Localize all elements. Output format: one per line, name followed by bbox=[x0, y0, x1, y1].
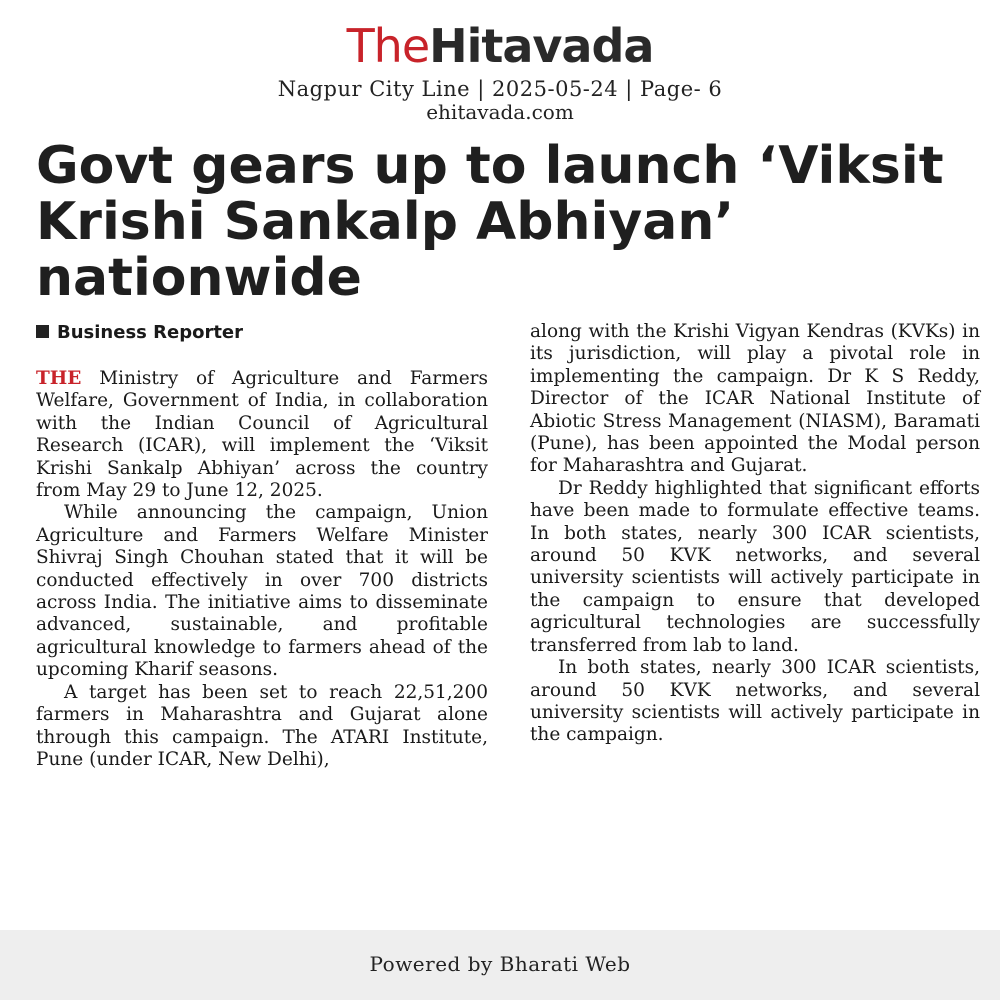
article-headline: Govt gears up to launch ‘Viksit Krishi Sankalp Abhiyan’ nationwide bbox=[36, 136, 944, 308]
masthead-the: The bbox=[346, 19, 430, 73]
article-column-right bbox=[530, 321, 980, 747]
masthead-name: Hitavada bbox=[429, 19, 654, 73]
kicker: THE bbox=[36, 368, 82, 389]
footer-bar bbox=[0, 930, 1000, 1000]
article-paragraph: A target has been set to reach 22,51,200 farmers in Maharashtra and Gujarat alone through this campaign. The ATARI Institute, Pune (under ICAR, New Delhi), bbox=[36, 681, 488, 770]
article-paragraph bbox=[36, 368, 488, 502]
site-url: ehitavada.com bbox=[426, 100, 574, 124]
byline bbox=[36, 322, 496, 344]
article-paragraph: along with the Krishi Vigyan Kendras (KVKs) in its jurisdiction, will play a pivotal role in implementing the campaign. Dr K S Reddy, Director of the ICAR National Institute of Abiotic Stress Management (NIASM), Baramati (Pune), has been appointed the Modal person for Maharashtra and Gujarat. bbox=[530, 321, 980, 477]
footer-credit: Powered by Bharati Web bbox=[369, 952, 631, 976]
article-paragraph: While announcing the campaign, Union Agriculture and Farmers Welfare Minister Shivraj Singh Chouhan stated that it will be conducted effectively in over 700 districts across India. The initiative aims to disseminate advanced, sustainable, and profitable agricultural knowledge to farmers ahead of the upcoming Kharif seasons. bbox=[36, 502, 488, 681]
article-paragraph: In both states, nearly 300 ICAR scientists, around 50 KVK networks, and several university scientists will actively participate in the campaign. bbox=[530, 657, 980, 746]
paragraph-text: Ministry of Agriculture and Farmers Welfare, Government of India, in collaboration with the Indian Council of Agricultural Research (ICAR), will implement the ‘Viksit Krishi Sankalp Abhiyan’ across the country from May 29 to June 12, 2025. bbox=[36, 368, 488, 502]
article-paragraph: Dr Reddy highlighted that significant efforts have been made to formulate effective teams. In both states, nearly 300 ICAR scientists, around 50 KVK networks, and several university scientists will actively participate in the campaign to ensure that developed agricultural technologies are successfully transferred from lab to land. bbox=[530, 477, 980, 656]
byline-text: Business Reporter bbox=[57, 322, 244, 343]
edition-line: Nagpur City Line | 2025-05-24 | Page- 6 bbox=[277, 77, 723, 101]
byline-square-icon bbox=[36, 325, 49, 338]
article-column-left bbox=[36, 368, 488, 771]
masthead-logo bbox=[0, 18, 1000, 74]
